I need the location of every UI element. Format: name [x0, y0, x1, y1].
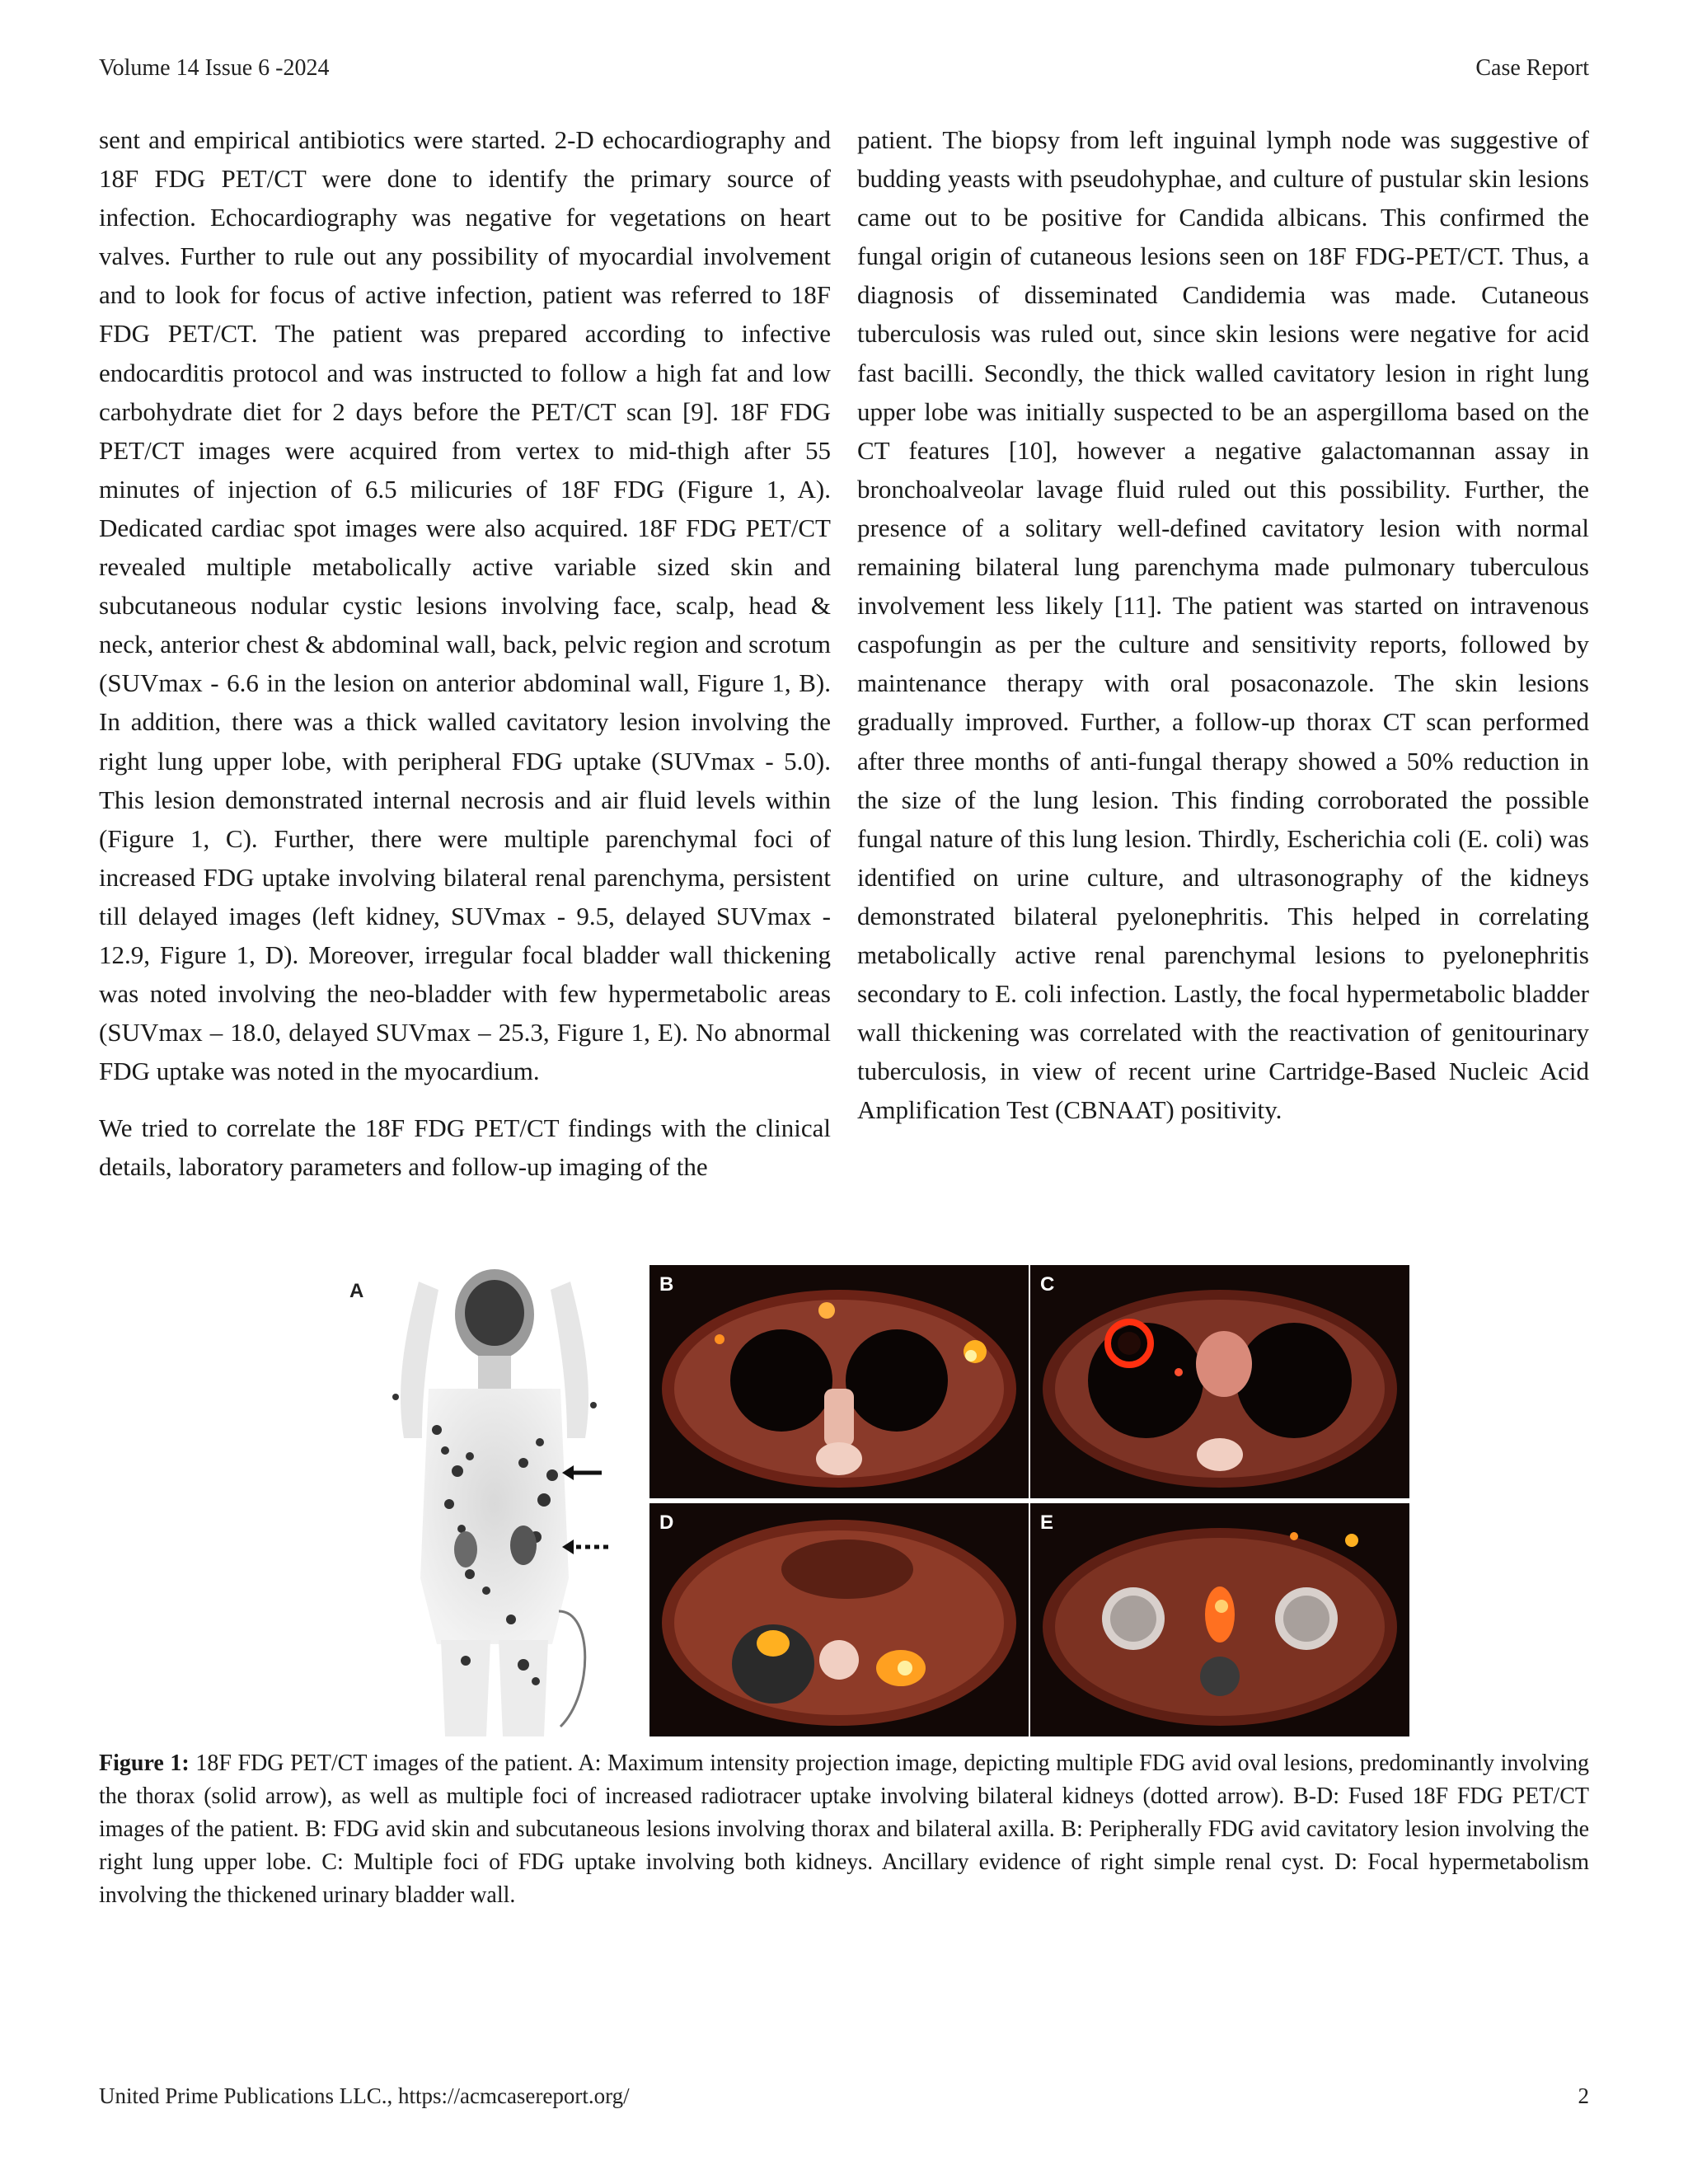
pet-ct-kidney-illustration — [649, 1503, 1029, 1736]
page-number: 2 — [1578, 2083, 1589, 2108]
pet-ct-thorax-illustration — [649, 1265, 1029, 1498]
figure-caption-text: 18F FDG PET/CT images of the patient. A: Maximum intensity projection image, depicting multiple FDG avid oval lesions, predominantly involving the thorax (solid arrow), as well as multiple foci of increased radiotracer uptake involving bilateral kidneys (dotted arrow). B-D: Fused 18F FDG PET/CT images of the patient. B: FDG avid skin and subcutaneous lesions involving thorax and bilateral axilla. B: Peripherally FDG avid cavitatory lesion involving the right lung upper lobe. C: Multiple foci of FDG uptake involving both kidneys. Ancillary evidence of right simple renal cyst. D: Focal hypermetabolism involving the thickened urinary bladder wall. — [99, 1750, 1589, 1908]
running-head — [99, 54, 1589, 82]
pet-ct-bladder-illustration — [1030, 1503, 1409, 1736]
pet-ct-lung-cavity-illustration — [1030, 1265, 1409, 1498]
body-paragraph: sent and empirical antibiotics were started. 2-D echocardiography and 18F FDG PET/CT were done to identify the primary source of infection. Echocardiography was negative for vegetations on heart valves. Further to rule out any possibility of myocardial involvement and to look for focus of active infection, patient was referred to 18F FDG PET/CT. The patient was prepared according to infective endocarditis protocol and was instructed to follow a high fat and low carbohydrate diet for 2 days before the PET/CT scan [9]. 18F FDG PET/CT images were acquired from vertex to mid-thigh after 55 minutes of injection of 6.5 milicuries of 18F FDG (Figure 1, A). Dedicated cardiac spot images were also acquired. 18F FDG PET/CT revealed multiple metabolically active variable sized skin and subcutaneous nodular cystic lesions involving face, scalp, head & neck, anterior chest & abdominal wall, back, pelvic region and scrotum (SUVmax - 6.6 in the lesion on anterior abdominal wall, Figure 1, B). In addition, there was a thick walled cavitatory lesion involving the right lung upper lobe, with peripheral FDG uptake (SUVmax - 5.0). This lesion demonstrated internal necrosis and air fluid levels within (Figure 1, C). Further, there were multiple parenchymal foci of increased FDG uptake involving bilateral renal parenchyma, persistent till delayed images (left kidney, SUVmax - 9.5, delayed SUVmax - 12.9, Figure 1, D). Moreover, irregular focal bladder wall thickening was noted involving the neo-bladder with few hypermetabolic areas (SUVmax – 18.0, delayed SUVmax – 25.3, Figure 1, E). No abnormal FDG uptake was noted in the myocardium. — [99, 125, 831, 1086]
panel-a-mip-image — [346, 1265, 643, 1736]
panel-b-fused-image — [649, 1265, 1029, 1498]
journal-volume: Volume 14 Issue 6 -2024 — [99, 55, 330, 81]
panel-e-fused-image — [1030, 1503, 1409, 1736]
figure-caption — [99, 1747, 1589, 1912]
panel-c-fused-image — [1030, 1265, 1409, 1498]
panel-label-c: C — [1040, 1273, 1055, 1296]
panel-label-e: E — [1040, 1511, 1054, 1534]
article-type: Case Report — [1475, 55, 1589, 81]
mip-body-illustration — [346, 1265, 643, 1736]
panel-label-d: D — [659, 1511, 674, 1534]
panel-label-b: B — [659, 1273, 674, 1296]
left-column — [99, 120, 831, 1187]
panel-d-fused-image — [649, 1503, 1029, 1736]
body-paragraph: patient. The biopsy from left inguinal lymph node was suggestive of budding yeasts with pseudohyphae, and culture of pustular skin lesions came out to be positive for Candida albicans. This confirmed the fungal origin of cutaneous lesions seen on 18F FDG-PET/CT. Thus, a diagnosis of disseminated Candidemia was made. Cutaneous tuberculosis was ruled out, since skin lesions were negative for acid fast bacilli. Secondly, the thick walled cavitatory lesion in right lung upper lobe was initially suspected to be an aspergilloma based on the CT features [10], however a negative galactomannan assay in bronchoalveolar lavage fluid ruled out this possibility. Further, the presence of a solitary well-defined cavitatory lesion with normal remaining bilateral lung parenchyma made pulmonary tuberculous involvement less likely [11]. The patient was started on intravenous caspofungin as per the culture and sensitivity reports, followed by maintenance therapy with oral posaconazole. The skin lesions gradually improved. Further, a follow-up thorax CT scan performed after three months of anti-fungal therapy showed a 50% reduction in the size of the lung lesion. This finding corroborated the possible fungal nature of this lung lesion. Thirdly, Escherichia coli (E. coli) was identified on urine culture, and ultrasonography of the kidneys demonstrated bilateral pyelonephritis. This helped in correlating metabolically active renal parenchymal lesions to pyelonephritis secondary to E. coli infection. Lastly, the focal hypermetabolic bladder wall thickening was correlated with the reactivation of genitourinary tuberculosis, in view of recent urine Cartridge-Based Nucleic Acid Amplification Test (CBNAAT) positivity. — [857, 125, 1589, 1125]
publisher-line: United Prime Publications LLC., https://acmcasereport.org/ — [99, 2083, 630, 2108]
page-footer — [99, 2083, 1589, 2109]
figure-caption-label: Figure 1: — [99, 1750, 190, 1776]
figure-1 — [346, 1265, 1409, 1736]
panel-label-a: A — [349, 1280, 364, 1302]
right-column — [857, 120, 1589, 1129]
body-paragraph: We tried to correlate the 18F FDG PET/CT findings with the clinical details, laboratory parameters and follow-up imaging of the — [99, 1113, 831, 1182]
